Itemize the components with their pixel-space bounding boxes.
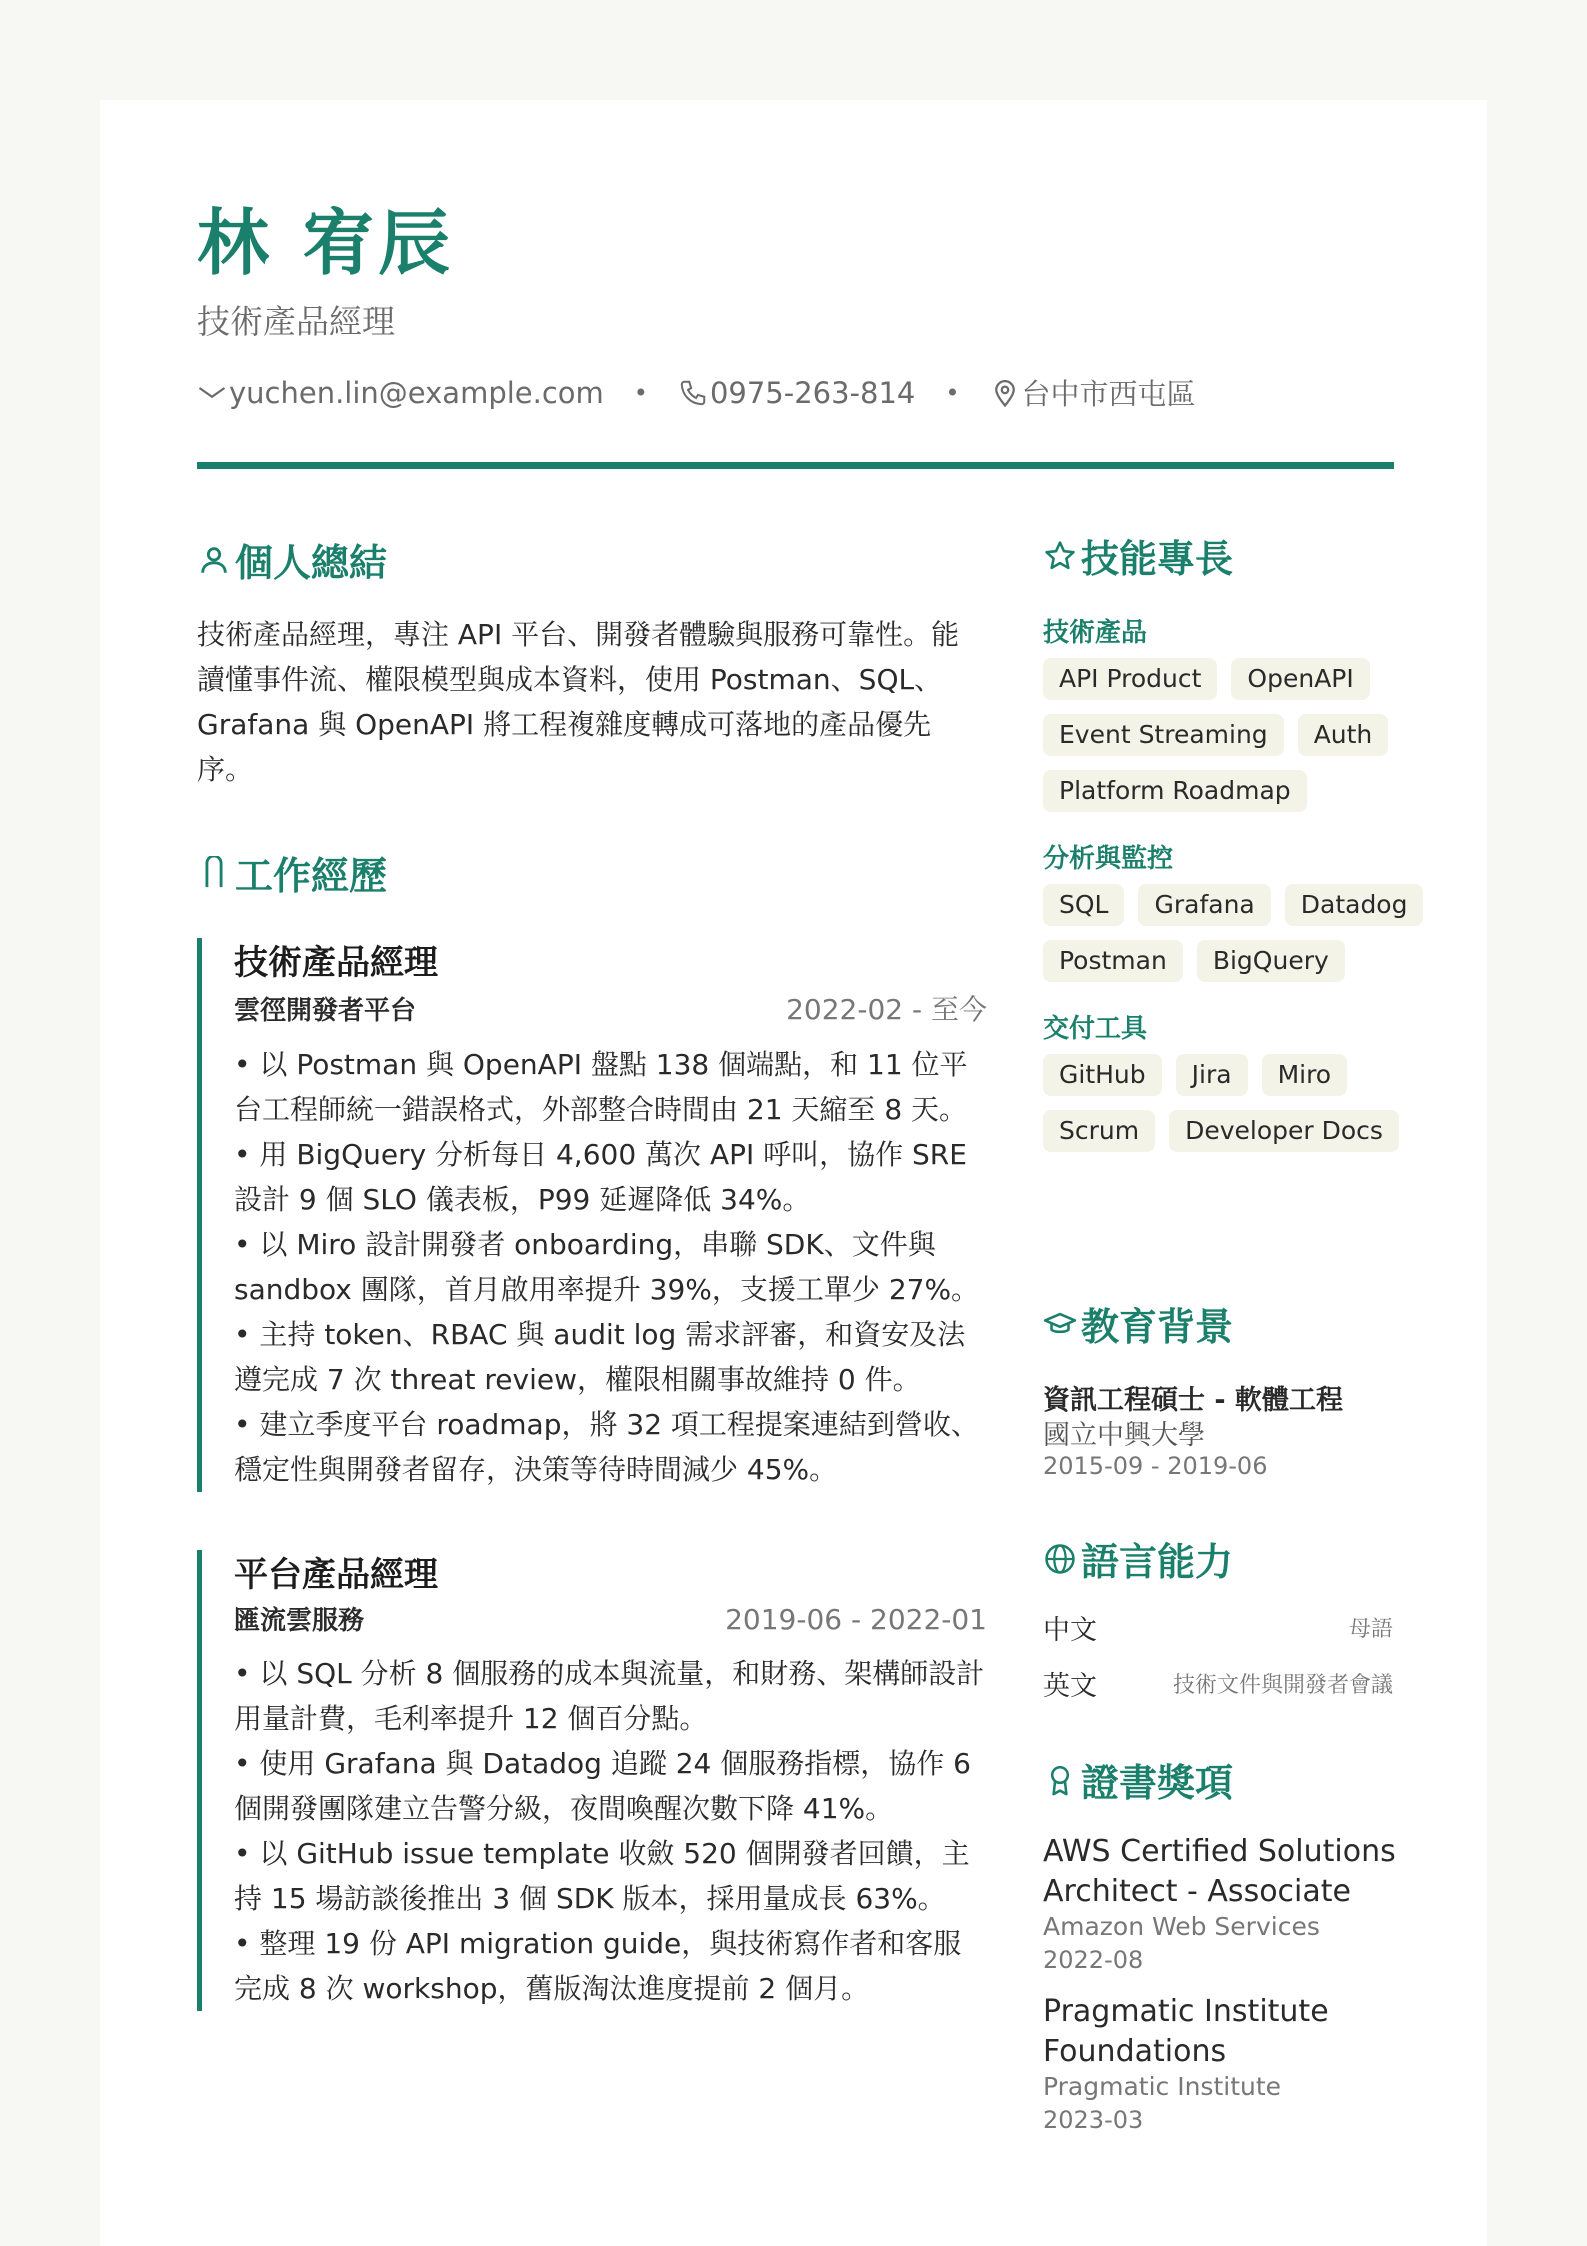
job-bullet: • 以 GitHub issue template 收斂 520 個開發者回饋，主持 15 場訪談後推出 3 個 SDK 版本，採用量成長 63%。 [234,1831,987,1921]
skill-tag-row [1043,658,1370,700]
skill-tag: BigQuery [1197,940,1345,982]
skill-tag-row [1043,1054,1347,1096]
email-icon [197,378,227,408]
phone-icon [678,378,708,408]
cert-org: Pragmatic Institute [1043,2072,1282,2101]
language-level: 技術文件與開發者會議 [1172,1673,1393,1698]
skill-tag: Event Streaming [1043,714,1284,756]
section-title-text: 技能專長 [1081,537,1234,581]
job-entry [197,938,987,1492]
education-dates: 2015-09 - 2019-06 [1043,1452,1268,1480]
job-bullet: • 以 Miro 設計開發者 onboarding，串聯 SDK、文件與 sandbox 團隊，首月啟用率提升 39%，支援工單少 27%。 [234,1222,987,1312]
job-company: 雲徑開發者平台 [234,996,417,1026]
skill-tag-row [1043,884,1423,926]
language-row [1043,1608,1393,1647]
job-bullet: • 建立季度平台 roadmap，將 32 項工程提案連結到營收、穩定性與開發者留存，決策等待時間減少 45%。 [234,1402,987,1492]
header-divider [197,462,1394,469]
job-dates: 2022-02 - 至今 [786,993,987,1026]
email-text: yuchen.lin@example.com [229,375,604,410]
resume-page [100,100,1487,2246]
skill-tag: OpenAPI [1231,658,1369,700]
candidate-name: 林 宥辰 [197,201,455,285]
cert-org: Amazon Web Services [1043,1912,1320,1941]
contact-separator: • [633,378,648,407]
skill-tag: Developer Docs [1169,1110,1399,1152]
job-bullet: • 用 BigQuery 分析每日 4,600 萬次 API 呼叫，協作 SRE 設計 9 個 SLO 儀表板，P99 延遲降低 34%。 [234,1132,987,1222]
section-title-text: 個人總結 [235,541,388,585]
star-icon [1043,539,1077,573]
job-meta [234,1600,987,1637]
education-school: 國立中興大學 [1043,1420,1205,1451]
section-title-languages [1043,1531,1233,1586]
skill-tag: Jira [1176,1054,1248,1096]
cert-name: AWS Certified Solutions Architect - Associate [1043,1834,1396,1909]
contact-separator: • [945,378,960,407]
cert-date: 2022-08 [1043,1946,1144,1974]
skill-tag: Miro [1262,1054,1348,1096]
job-title: 技術產品經理 [234,943,438,983]
section-title-skills [1043,528,1233,583]
cert-name: Pragmatic Institute Foundations [1043,1994,1329,2069]
skill-category: 技術產品 [1043,618,1148,648]
location-pin-icon [990,378,1020,408]
contact-email[interactable] [197,376,604,410]
language-name: 英文 [1043,1671,1097,1702]
skill-category: 分析與監控 [1043,844,1174,874]
contact-phone[interactable] [678,376,915,410]
job-company: 匯流雲服務 [234,1606,365,1636]
phone-text: 0975-263-814 [709,375,916,410]
candidate-role: 技術產品經理 [197,302,395,341]
job-bullets [234,1651,987,2011]
job-bullet: • 主持 token、RBAC 與 audit log 需求評審，和資安及法遵完成 7 次 threat review，權限相關事故維持 0 件。 [234,1312,987,1402]
skill-tag-row [1043,714,1388,756]
job-title: 平台產品經理 [234,1555,438,1595]
skill-tag-row [1043,1110,1399,1152]
skill-tag: Platform Roadmap [1043,770,1307,812]
skill-tag: Datadog [1285,884,1424,926]
section-title-certifications [1043,1752,1233,1807]
contact-line [197,372,1196,413]
person-icon [197,543,231,577]
section-title-experience [197,845,387,900]
job-bullet: • 以 Postman 與 OpenAPI 盤點 138 個端點，和 11 位平台工程師統一錯誤格式，外部整合時間由 21 天縮至 8 天。 [234,1042,987,1132]
job-entry [197,1550,987,2011]
skill-tag: Postman [1043,940,1183,982]
skill-tag: SQL [1043,884,1124,926]
section-title-text: 語言能力 [1081,1540,1234,1584]
job-dates: 2019-06 - 2022-01 [725,1603,987,1636]
globe-icon [1043,1542,1077,1576]
skill-tag: Scrum [1043,1110,1155,1152]
skill-tag: API Product [1043,658,1217,700]
section-title-text: 教育背景 [1081,1305,1234,1349]
skill-category: 交付工具 [1043,1014,1148,1044]
location-text: 台中市西屯區 [1021,377,1196,411]
job-bullets [234,1042,987,1492]
section-title-text: 工作經歷 [235,854,388,898]
graduation-cap-icon [1043,1307,1077,1341]
skill-tag-row [1043,940,1345,982]
section-title-text: 證書獎項 [1081,1761,1234,1805]
section-title-education [1043,1296,1233,1351]
summary-text: 技術產品經理，專注 API 平台、開發者體驗與服務可靠性。能讀懂事件流、權限模型與成本資料，使用 Postman、SQL、Grafana 與 OpenAPI 將工程複雜度轉成可落地的產品優先序。 [197,618,960,786]
language-row [1043,1664,1393,1703]
job-meta [234,988,987,1028]
skill-tag: Auth [1298,714,1389,756]
briefcase-icon [197,856,231,890]
section-title-summary [197,532,387,587]
language-level: 母語 [1348,1617,1393,1642]
contact-location [990,372,1196,413]
education-degree: 資訊工程碩士 - 軟體工程 [1043,1385,1344,1416]
language-name: 中文 [1043,1615,1097,1646]
cert-date: 2023-03 [1043,2106,1144,2134]
skill-tag-row [1043,770,1307,812]
skill-tag: GitHub [1043,1054,1162,1096]
job-bullet: • 整理 19 份 API migration guide，與技術寫作者和客服完成 8 次 workshop，舊版淘汰進度提前 2 個月。 [234,1921,987,2011]
skill-tag: Grafana [1138,884,1270,926]
award-ribbon-icon [1043,1763,1077,1797]
job-bullet: • 以 SQL 分析 8 個服務的成本與流量，和財務、架構師設計用量計費，毛利率提升 12 個百分點。 [234,1651,987,1741]
job-bullet: • 使用 Grafana 與 Datadog 追蹤 24 個服務指標，協作 6 個開發團隊建立告警分級，夜間喚醒次數下降 41%。 [234,1741,987,1831]
